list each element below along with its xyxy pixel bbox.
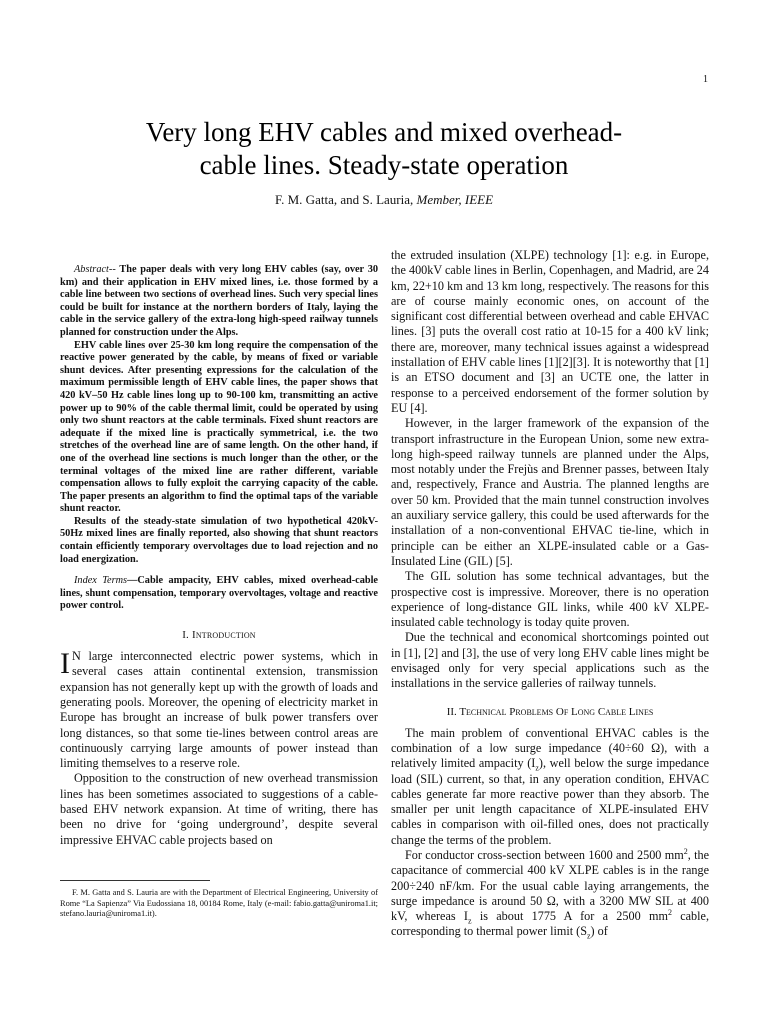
section-heading-technical-problems: II. Technical Problems Of Long Cable Lines <box>446 705 654 718</box>
index-terms-text: —Cable ampacity, EHV cables, mixed overhead-cable lines, shunt compensation, temporary overvoltages, voltage and reactive power control. <box>60 575 378 612</box>
intro-text-1: N large interconnected electric power systems, which in several cases attain continental extension, transmission expansion has not generally kept up with the growth of loads and generating pools. Moreover, the opening of electricity market in Europe has brought an increase of bulk power transfers over long distances, so that some tie-lines between control areas are continuously carrying large amounts of power instead than limiting themselves to a reserve role. <box>60 649 378 771</box>
right-paragraph-2: However, in the larger framework of the expansion of the transport infrastructure in the European Union, some new extra-long high-speed railway tunnels are planned under the Alps, most notably under the Frejùs and Brenner passes, between Italy and, respectively, France and Austria. The planned lengths are over 50 km. Provided that the main tunnel construction involves an auxiliary service gallery, this could be used afterwards for the installation of a non-conventional EHVAC tie-line, which in principle can be either an XLPE-insulated cable or a Gas-Insulated Line (GIL) [5]. <box>391 416 709 568</box>
superscript-2: 2 <box>683 846 688 856</box>
paper-title <box>60 116 708 182</box>
footnote: F. M. Gatta and S. Lauria are with the Department of Electrical Engineering, University of Rome “La Sapienza” Via Eudossiana 18, 00184 Rome, Italy (e-mail: fabio.gatta@uniroma1.it; stefano.lauria@uniroma1.it). <box>60 888 378 919</box>
index-terms-lead: Index Terms <box>74 575 128 587</box>
section2-paragraph-2 <box>391 848 709 940</box>
title-line-1: Very long EHV cables and mixed overhead- <box>145 117 623 147</box>
drop-cap: I <box>60 647 70 681</box>
section2-text-2c: is about 1775 A for a 2500 mm <box>471 909 668 924</box>
section2-body <box>391 726 709 940</box>
intro-paragraph-1 <box>60 649 378 771</box>
superscript-2: 2 <box>667 908 672 918</box>
index-terms <box>60 575 378 613</box>
section2-text-1a: The main problem of conventional EHVAC cables is the combination of a low surge impedance (40÷60 Ω), with a relatively limited ampacity (I <box>391 725 709 771</box>
introduction-body <box>60 649 378 848</box>
section2-paragraph-1 <box>391 726 709 848</box>
author-line <box>60 192 708 208</box>
abstract-paragraph-2: EHV cable lines over 25-30 km long require the compensation of the reactive power generated by the cable, by means of fixed or variable shunt devices. After presenting expressions for the calculation of the maximum permissible length of EHV cable lines, the paper shows that 420 kV–50 Hz cable lines long up to 90-100 km, transmitting an active power up to 90% of the cable thermal limit, could be operated by using only two shunt reactors at the cable terminals. Fixed shunt reactors are adequate if the mixed line is practically symmetrical, i.e. the two stretches of the overhead line are of same length. On the other hand, if one of the overhead line sections is much longer than the other, or the terminal voltages of the mixed line are rather different, variable compensation allows to fully exploit the carrying capacity of the cable. The paper presents an algorithm to find the optimal taps of the variable shunt reactor. <box>60 339 378 515</box>
abstract-lead: Abstract-- <box>74 264 116 275</box>
author-names: F. M. Gatta, and S. Lauria, <box>274 192 414 207</box>
subscript-z: z <box>467 916 472 926</box>
right-column <box>391 248 709 940</box>
title-line-2: cable lines. Steady-state operation <box>199 150 569 180</box>
section2-text-2a: For conductor cross-section between 1600 and 2500 mm <box>405 847 684 862</box>
abstract-paragraph-1 <box>60 264 378 340</box>
index-terms-paragraph <box>60 575 378 613</box>
intro-paragraph-2: Opposition to the construction of new overhead transmission lines has been sometimes associated to suggestions of a cable-based EHV network expansion. At time of writing, there has been no drive for ‘going underground’, despite several impressive EHVAC cable projects based on <box>60 771 378 847</box>
section2-text-2b: , the capacitance of commercial 400 kV XLPE cables is in the range 200÷240 nF/km. For the usual cable laying arrangements, the surge impedance is around 50 Ω, with a 3200 MW SIL at 400 kV, whereas I <box>391 847 709 924</box>
right-paragraph-4: Due the technical and economical shortcomings pointed out in [1], [2] and [3], the use of very long EHV cable lines might be envisaged only for very special applications such as the installations in the service galleries of railway tunnels. <box>391 630 709 691</box>
section-heading-introduction: I. Introduction <box>182 629 256 642</box>
section2-text-2d: cable, corresponding to thermal power limit (S <box>391 909 709 939</box>
subscript-z: z <box>586 931 591 941</box>
author-affiliation: Member, IEEE <box>416 192 494 207</box>
abstract-paragraph-3: Results of the steady-state simulation of two hypothetical 420kV-50Hz mixed lines are finally reported, also showing that shunt reactors contain efficiently temporary overvoltages due to load rejection and no load energization. <box>60 515 378 565</box>
abstract-text-1: The paper deals with very long EHV cables (say, over 30 km) and their application in EHV mixed lines, i.e. those formed by a cable line between two sections of overhead lines. Such very special lines could be built for instance at the northern borders of Italy, laying the cable in the service gallery of the extra-long high-speed railway tunnels planned for construction under the Alps. <box>60 264 378 338</box>
footnote-rule <box>60 880 210 881</box>
section2-text-1b: ), well below the surge impedance load (SIL) current, so that, in any operation condition, EHVAC cables generate far more reactive power than they absorb. The smaller per unit length capacitance of XLPE-insulated EHV cables in comparison with oil-filled ones, does not practically change the terms of the problem. <box>391 756 709 847</box>
right-paragraph-1: the extruded insulation (XLPE) technology [1]: e.g. in Europe, the 400kV cable lines in Berlin, Copenhagen, and Madrid, are 24 km, 22+10 km and 13 km long, respectively. The reasons for this are of course mainly economic ones, on account of the significant cost differential between overhead and cable EHVAC lines. [3] puts the overall cost ratio at 10-15 for a 400 kV link; there are, moreover, many technical issues against a widespread installation of EHV cable lines [1][2][3]. It is noteworthy that [1] is an ETSO document and [3] an UCTE one, the latter in response to a perceived endorsement of the former solution by EU [4]. <box>391 248 709 415</box>
right-column-text <box>391 248 709 692</box>
section2-text-2e: ) of <box>590 924 608 939</box>
abstract <box>60 264 378 566</box>
left-column <box>60 264 378 848</box>
subscript-z: z <box>535 763 539 773</box>
page-number: 1 <box>703 74 708 85</box>
right-paragraph-3: The GIL solution has some technical advantages, but the prospective cost is impressive. Moreover, there is no operation experience of long-distance GIL links, while 400 kV XLPE-insulated cable technology is today quite proven. <box>391 569 709 630</box>
